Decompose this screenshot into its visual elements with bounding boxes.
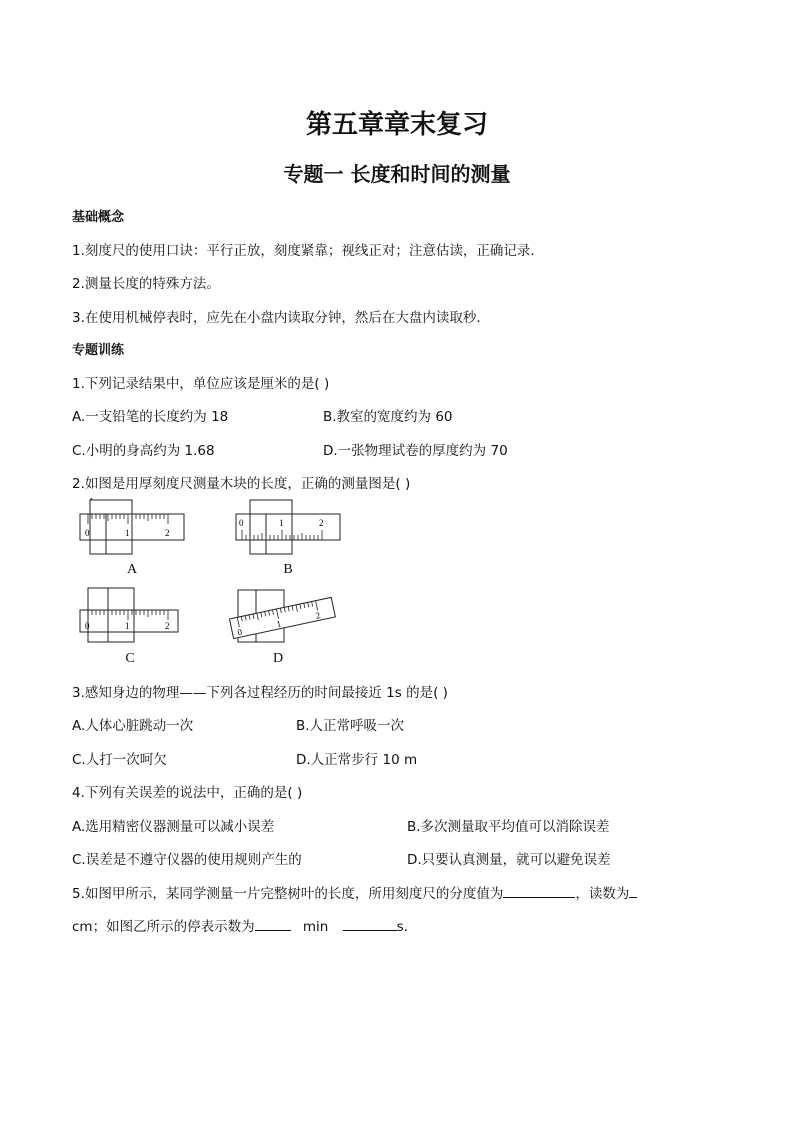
figure-d-tick-1: 1 (275, 618, 283, 630)
q5-text-2: ，读数为 (575, 886, 630, 902)
q1-option-c: C.小明的身高约为 1.68 (72, 443, 215, 459)
figure-c-diagram (78, 586, 182, 648)
q5-blank-minutes[interactable] (255, 918, 291, 931)
q4-option-c: C.误差是不遵守仪器的使用规则产生的 (72, 852, 302, 868)
figure-b-tick-1: 1 (279, 518, 284, 528)
q4-option-d: D.只要认真测量，就可以避免误差 (407, 852, 611, 868)
q1-option-d: D.一张物理试卷的厚度约为 70 (323, 443, 508, 459)
figure-c-tick-2: 2 (165, 621, 170, 631)
q4-option-b: B.多次测量取平均值可以消除误差 (407, 819, 610, 835)
figure-d-label: D (272, 651, 284, 666)
basics-item-1: 1.刻度尺的使用口诀：平行正放，刻度紧靠；视线正对；注意估读，正确记录. (72, 243, 535, 259)
figure-a-diagram (74, 498, 190, 560)
q3-option-d: D.人正常步行 10 m (296, 752, 418, 768)
figure-a-tick-1: 1 (125, 528, 130, 538)
q5-text-1: 5.如图甲所示，某同学测量一片完整树叶的长度，所用刻度尺的分度值为 (72, 886, 504, 902)
figure-a-tick-0: 0 (85, 528, 90, 538)
q5-text-3: cm；如图乙所示的停表示数为 (72, 919, 255, 935)
q3-stem: 3.感知身边的物理——下列各过程经历的时间最接近 1s 的是( ) (72, 685, 448, 701)
q5-blank-reading[interactable] (629, 885, 637, 898)
figure-c-tick-1: 1 (125, 621, 130, 631)
q4-option-a: A.选用精密仪器测量可以减小误差 (72, 819, 275, 835)
basics-item-3: 3.在使用机械停表时，应先在小盘内读取分钟，然后在大盘内读取秒. (72, 310, 481, 326)
figure-b-label: B (283, 562, 293, 577)
q3-option-b: B.人正常呼吸一次 (296, 718, 405, 734)
q2-stem: 2.如图是用厚刻度尺测量木块的长度，正确的测量图是( ) (72, 476, 411, 492)
q3-option-a: A.人体心脏跳动一次 (72, 718, 194, 734)
q4-stem: 4.下列有关误差的说法中，正确的是( ) (72, 785, 303, 801)
q1-option-a: A.一支铅笔的长度约为 18 (72, 409, 229, 425)
figure-b-tick-0: 0 (239, 518, 244, 528)
q5-blank-seconds[interactable] (343, 918, 397, 931)
figure-c-label: C (125, 651, 135, 666)
figure-b-diagram (230, 498, 346, 560)
q5-text-s: s. (396, 919, 408, 935)
page-subtitle: 专题一 长度和时间的测量 (283, 162, 511, 186)
page-title: 第五章章末复习 (305, 110, 488, 140)
figure-d-tick-0: 0 (236, 626, 243, 638)
basics-item-2: 2.测量长度的特殊方法。 (72, 276, 220, 292)
figure-b-tick-2: 2 (319, 518, 324, 528)
q1-option-b: B.教室的宽度约为 60 (323, 409, 453, 425)
figure-c-tick-0: 0 (85, 621, 90, 631)
q5-line-2 (72, 915, 408, 935)
q5-line-1 (72, 882, 637, 902)
figure-d-diagram (226, 586, 338, 648)
q3-option-c: C.人打一次呵欠 (72, 752, 167, 768)
figure-a-label: A (126, 562, 138, 577)
figure-a-tick-2: 2 (165, 528, 170, 538)
q5-text-min: min (302, 919, 329, 935)
q1-stem: 1.下列记录结果中，单位应该是厘米的是( ) (72, 376, 330, 392)
training-heading: 专题训练 (72, 343, 125, 358)
basics-heading: 基础概念 (72, 210, 125, 225)
figure-d-tick-2: 2 (314, 610, 322, 621)
q5-blank-division[interactable] (503, 885, 575, 898)
